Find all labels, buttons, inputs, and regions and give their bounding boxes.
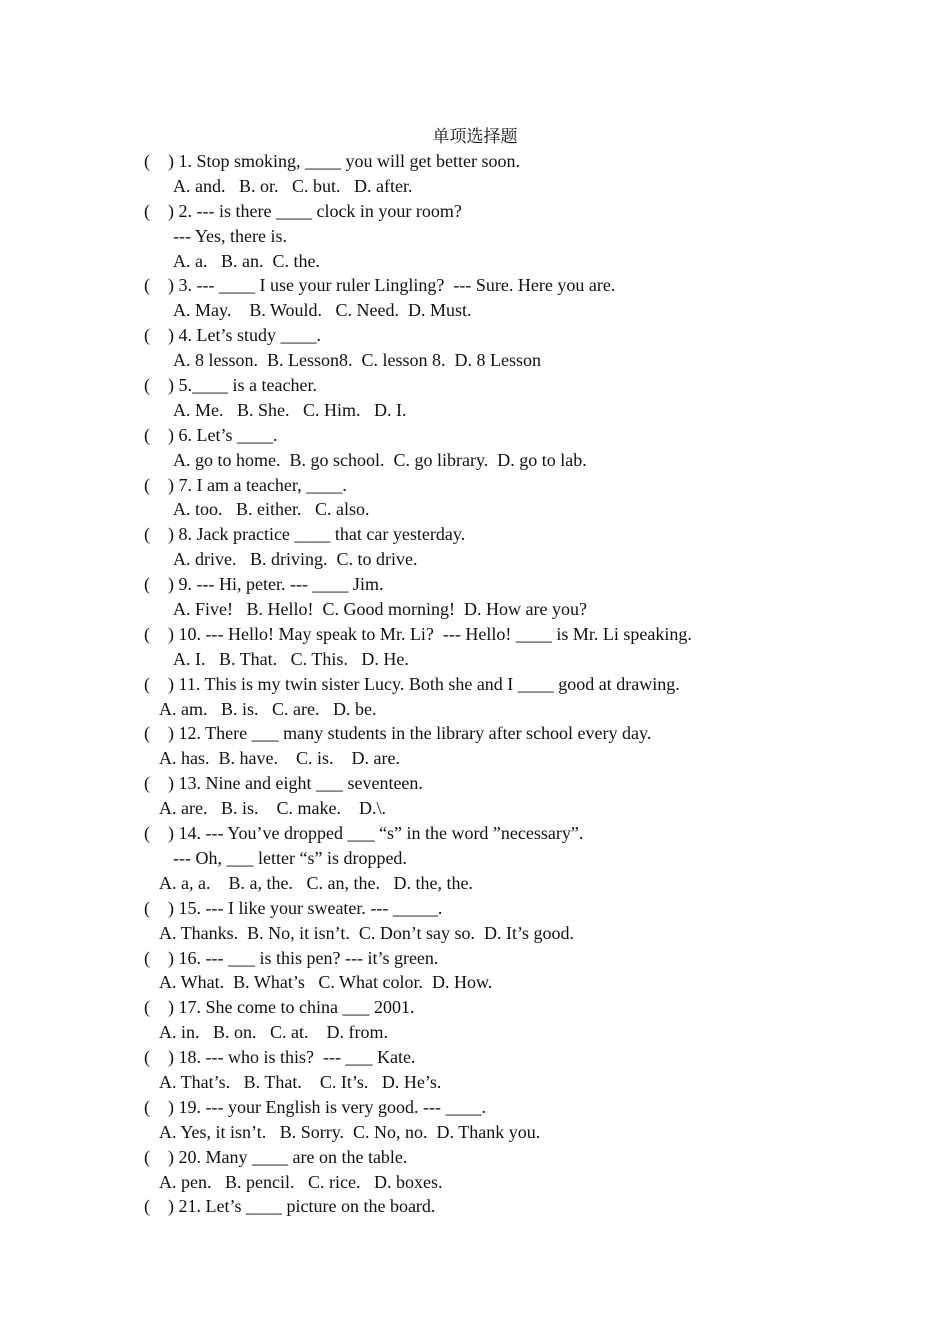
option-line: A. May. B. Would. C. Need. D. Must.: [173, 300, 472, 321]
option-line: A. Yes, it isn’t. B. Sorry. C. No, no. D. Thank you.: [159, 1121, 541, 1142]
option-line: A. Five! B. Hello! C. Good morning! D. How are you?: [173, 599, 587, 620]
question-line: ( ) 5.____ is a teacher.: [144, 375, 317, 396]
question-line: ( ) 8. Jack practice ____ that car yesterday.: [144, 524, 466, 545]
option-line: A. That’s. B. That. C. It’s. D. He’s.: [159, 1071, 442, 1092]
question-line: ( ) 14. --- You’ve dropped ___ “s” in the word ”necessary”.: [144, 823, 584, 844]
option-line: --- Yes, there is.: [173, 225, 287, 246]
question-line: ( ) 1. Stop smoking, ____ you will get better soon.: [144, 151, 520, 171]
question-line: ( ) 11. This is my twin sister Lucy. Both she and I ____ good at drawing.: [144, 673, 680, 694]
option-line: A. Thanks. B. No, it isn’t. C. Don’t say so. D. It’s good.: [159, 922, 575, 943]
question-line: ( ) 4. Let’s study ____.: [144, 325, 321, 346]
option-line: A. drive. B. driving. C. to drive.: [173, 549, 418, 570]
question-line: ( ) 20. Many ____ are on the table.: [144, 1146, 408, 1167]
option-line: --- Oh, ___ letter “s” is dropped.: [173, 847, 407, 868]
page-title: 单项选择题: [432, 127, 518, 147]
question-line: ( ) 21. Let’s ____ picture on the board.: [144, 1196, 436, 1217]
question-line: ( ) 19. --- your English is very good. --- ____.: [144, 1096, 486, 1117]
question-line: ( ) 17. She come to china ___ 2001.: [144, 997, 415, 1018]
question-line: ( ) 6. Let’s ____.: [144, 424, 278, 445]
question-line: ( ) 9. --- Hi, peter. --- ____ Jim.: [144, 574, 384, 595]
question-line: ( ) 15. --- I like your sweater. --- _____.: [144, 897, 443, 918]
question-line: ( ) 3. --- ____ I use your ruler Lingling? --- Sure. Here you are.: [144, 275, 616, 296]
option-line: A. has. B. have. C. is. D. are.: [159, 748, 400, 769]
question-line: ( ) 18. --- who is this? --- ___ Kate.: [144, 1047, 416, 1068]
question-line: ( ) 13. Nine and eight ___ seventeen.: [144, 773, 423, 794]
option-line: A. in. B. on. C. at. D. from.: [159, 1022, 388, 1043]
option-line: A. go to home. B. go school. C. go library. D. go to lab.: [173, 449, 587, 470]
question-line: ( ) 10. --- Hello! May speak to Mr. Li? --- Hello! ____ is Mr. Li speaking.: [144, 623, 692, 644]
option-line: A. too. B. either. C. also.: [173, 499, 370, 520]
question-line: ( ) 16. --- ___ is this pen? --- it’s green.: [144, 947, 439, 968]
question-line: ( ) 7. I am a teacher, ____.: [144, 474, 347, 495]
option-line: A. Me. B. She. C. Him. D. I.: [173, 399, 407, 420]
option-line: A. are. B. is. C. make. D.\.: [159, 798, 386, 819]
option-line: A. am. B. is. C. are. D. be.: [159, 698, 377, 719]
question-list: [144, 149, 844, 1219]
option-line: A. I. B. That. C. This. D. He.: [173, 648, 409, 669]
question-line: ( ) 12. There ___ many students in the library after school every day.: [144, 723, 652, 744]
option-line: A. and. B. or. C. but. D. after.: [173, 175, 413, 196]
option-line: A. pen. B. pencil. C. rice. D. boxes.: [159, 1171, 443, 1192]
question-line: ( ) 2. --- is there ____ clock in your room?: [144, 200, 462, 221]
option-line: A. What. B. What’s C. What color. D. How.: [159, 972, 493, 993]
option-line: A. 8 lesson. B. Lesson8. C. lesson 8. D. 8 Lesson: [173, 350, 541, 371]
option-line: A. a. B. an. C. the.: [173, 250, 320, 271]
option-line: A. a, a. B. a, the. C. an, the. D. the, the.: [159, 872, 473, 893]
